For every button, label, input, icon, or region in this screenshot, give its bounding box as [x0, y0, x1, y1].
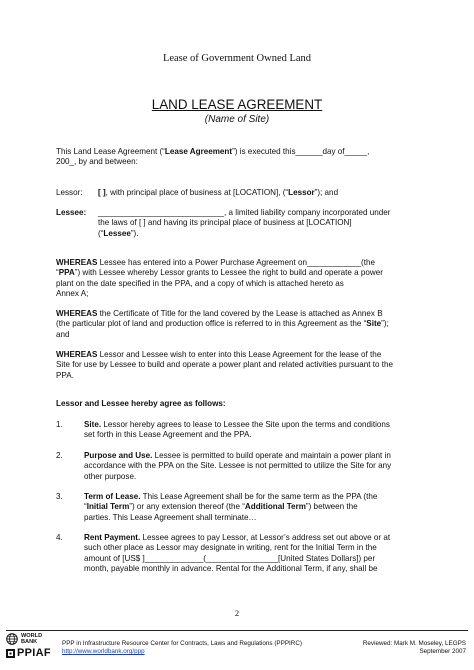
- worldbank-ppp-link[interactable]: http://www.worldbank.org/ppp: [62, 648, 145, 655]
- item-number: 4.: [56, 533, 63, 542]
- footer-review-info: Reviewed: Mark M. Moseley, LEGPS September 2007: [362, 640, 466, 655]
- document-header: Lease of Government Owned Land: [162, 53, 312, 64]
- world-bank-logo-text: WORLD BANK: [21, 633, 43, 645]
- footer-divider: [6, 630, 468, 631]
- lessor-label: Lessor:: [56, 188, 83, 197]
- item-number: 1.: [56, 420, 63, 429]
- ppiaf-logo-text: PPIAF: [17, 647, 51, 659]
- clause-rent-payment: Rent Payment. Lessee agrees to pay Lessor, at Lessor’s address set out above or at such other place as Lessor may designate in writing, rent for the Initial Term in the amount of [US$ ]_____________(________________[United States Dollars]) per month, payable monthly in advance. Rental for the Additional Term, if any, shall be: [84, 533, 391, 574]
- lessee-text: ____________________________, a limited liability company incorporated under the laws of [ ] and having its principal place of business at [LOCATION] (“Lessee”).: [98, 208, 391, 238]
- document-subtitle: (Name of Site): [204, 114, 270, 125]
- world-bank-globe-icon: [6, 633, 18, 645]
- whereas-paragraph-1: WHEREAS Lessee has entered into a Power Purchase Agreement on____________(the “PPA”) with Lessee whereby Lessor grants to Lessee the right to build and operate a power plant on the date specified in the PPA, and a copy of which is attached hereto as Annex A;: [56, 258, 383, 299]
- document-title: LAND LEASE AGREEMENT: [151, 97, 323, 112]
- page-number: 2: [234, 608, 240, 618]
- clause-term-of-lease: Term of Lease. This Lease Agreement shall be for the same term as the PPA (the “Initial Term”) or any extension thereof (the “Additional Term”) between the parties. This Lease Agreement shall terminate…: [84, 492, 378, 522]
- clause-site: Site. Lessor hereby agrees to lease to Lessee the Site upon the terms and conditions set forth in this Lease Agreement and the PPA.: [84, 420, 390, 440]
- agreement-heading: Lessor and Lessee hereby agree as follows:: [56, 399, 226, 408]
- footer-logos: [6, 633, 54, 667]
- lessor-text: [ ], with principal place of business at [LOCATION], (“Lessor”); and: [98, 188, 339, 197]
- lessee-label: Lessee:: [56, 208, 87, 217]
- intro-paragraph: This Land Lease Agreement (“Lease Agreement”) is executed this______day of_____, 200_, by and between:: [56, 147, 370, 167]
- item-number: 3.: [56, 492, 63, 501]
- whereas-paragraph-2: WHEREAS the Certificate of Title for the land covered by the Lease is attached as Annex B (the particular plot of land and production office is referred to in this Agreement as the “Site”); and: [56, 309, 389, 339]
- footer-resource-center: PPP in Infrastructure Resource Center for Contracts, Laws and Regulations (PPPIRC) http://www.worldbank.org/ppp: [62, 640, 302, 655]
- ppiaf-logo-icon: [6, 649, 15, 658]
- clause-purpose-and-use: Purpose and Use. Lessee is permitted to build operate and maintain a power plant in accordance with the PPA on the Site. Lessee is not permitted to utilize the Site for any other purpose.: [84, 451, 392, 481]
- item-number: 2.: [56, 451, 63, 460]
- whereas-paragraph-3: WHEREAS Lessor and Lessee wish to enter into this Lease Agreement for the lease of the Site for use by Lessee to build and operate a power plant and related activities pursuant to the PPA.: [56, 350, 394, 380]
